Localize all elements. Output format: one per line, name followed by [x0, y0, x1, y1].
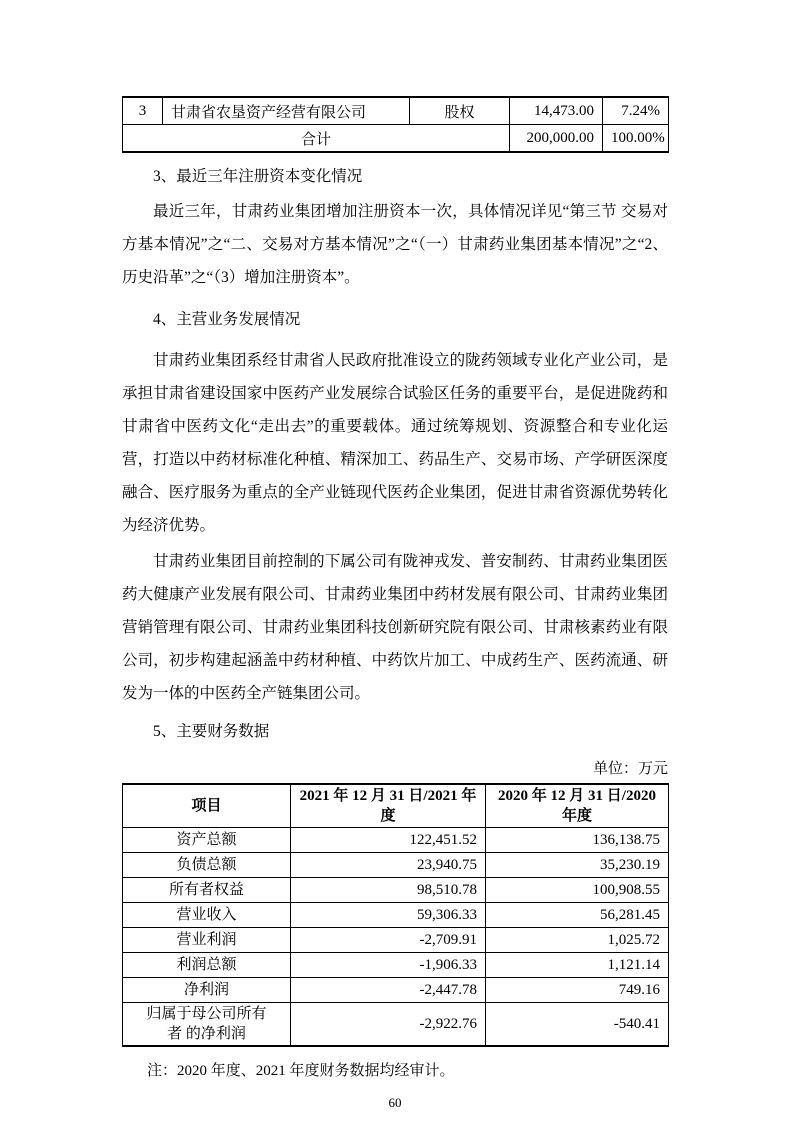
value-2020-cell: 56,281.45	[486, 903, 669, 928]
section-4-heading: 4、主营业务发展情况	[153, 311, 301, 328]
item-label-cell: 营业利润	[123, 928, 291, 953]
item-label-cell: 所有者权益	[123, 878, 291, 903]
value-2021-cell: 98,510.78	[291, 878, 486, 903]
audit-note: 注：2020 年度、2021 年度财务数据均经审计。	[147, 1063, 455, 1079]
table-row	[123, 828, 669, 853]
value-2021-cell: 122,451.52	[291, 828, 486, 853]
item-label-cell: 归属于母公司所有者 的净利润	[123, 1003, 291, 1047]
financial-table-header-row	[123, 784, 669, 828]
section-5-heading: 5、主要财务数据	[153, 723, 270, 740]
ratio-cell: 7.24%	[603, 97, 669, 125]
value-2020-cell: 749.16	[486, 978, 669, 1003]
table-row	[123, 903, 669, 928]
method-cell: 股权	[410, 97, 510, 125]
item-label-cell: 营业收入	[123, 903, 291, 928]
section-3-paragraph: 最近三年，甘肃药业集团增加注册资本一次，具体情况详见“第三节 交易对方基本情况”之“二、交易对方基本情况”之“（一）甘肃药业集团基本情况”之“2、历史沿革”之“（3）增加注册资本”。	[122, 203, 668, 286]
item-label-cell: 负债总额	[123, 853, 291, 878]
ownership-table	[122, 96, 669, 153]
item-label-cell: 净利润	[123, 978, 291, 1003]
document-content	[122, 0, 668, 1111]
value-2021-cell: -2,447.78	[291, 978, 486, 1003]
value-2020-cell: -540.41	[486, 1003, 669, 1047]
value-2020-cell: 1,121.14	[486, 953, 669, 978]
table-row	[123, 878, 669, 903]
value-2020-cell: 100,908.55	[486, 878, 669, 903]
table-row	[123, 953, 669, 978]
table-total-row	[123, 125, 669, 153]
header-2020: 2020 年 12 月 31 日/2020 年度	[486, 784, 669, 828]
item-label-cell: 资产总额	[123, 828, 291, 853]
value-2020-cell: 136,138.75	[486, 828, 669, 853]
total-amount-cell: 200,000.00	[510, 125, 603, 153]
table-row	[123, 97, 669, 125]
value-2020-cell: 1,025.72	[486, 928, 669, 953]
section-4-paragraph-1: 甘肃药业集团系经甘肃省人民政府批准设立的陇药领域专业化产业公司，是承担甘肃省建设国家中医药产业发展综合试验区任务的重要平台，是促进陇药和甘肃省中医药文化“走出去”的重要载体。通过统筹规划、资源整合和专业化运营，打造以中药材标准化种植、精深加工、药品生产、交易市场、产学研医深度融合、医疗服务为重点的全产业链现代医药企业集团，促进甘肃省资源优势转化为经济优势。	[122, 352, 668, 534]
table-row	[123, 1003, 669, 1047]
item-label-cell: 利润总额	[123, 953, 291, 978]
header-2021: 2021 年 12 月 31 日/2021 年度	[291, 784, 486, 828]
table-row	[123, 928, 669, 953]
total-label-cell: 合计	[123, 125, 510, 153]
amount-cell: 14,473.00	[510, 97, 603, 125]
financial-table	[122, 783, 669, 1047]
value-2021-cell: -2,922.76	[291, 1003, 486, 1047]
value-2020-cell: 35,230.19	[486, 853, 669, 878]
company-name-cell: 甘肃省农垦资产经营有限公司	[163, 97, 410, 125]
total-ratio-cell: 100.00%	[603, 125, 669, 153]
header-item: 项目	[123, 784, 291, 828]
section-3-heading: 3、最近三年注册资本变化情况	[153, 168, 363, 185]
value-2021-cell: 59,306.33	[291, 903, 486, 928]
page-number: 60	[388, 1095, 402, 1110]
value-2021-cell: -2,709.91	[291, 928, 486, 953]
section-4-paragraph-2: 甘肃药业集团目前控制的下属公司有陇神戎发、普安制药、甘肃药业集团医药大健康产业发展有限公司、甘肃药业集团中药材发展有限公司、甘肃药业集团营销管理有限公司、甘肃药业集团科技创新研究院有限公司、甘肃核素药业有限公司，初步构建起涵盖中药材种植、中药饮片加工、中成药生产、医药流通、研发为一体的中医药全产链集团公司。	[122, 553, 668, 702]
table-row	[123, 978, 669, 1003]
value-2021-cell: 23,940.75	[291, 853, 486, 878]
table-row	[123, 853, 669, 878]
unit-label: 单位：万元	[592, 761, 668, 777]
row-index-cell: 3	[123, 97, 163, 125]
value-2021-cell: -1,906.33	[291, 953, 486, 978]
